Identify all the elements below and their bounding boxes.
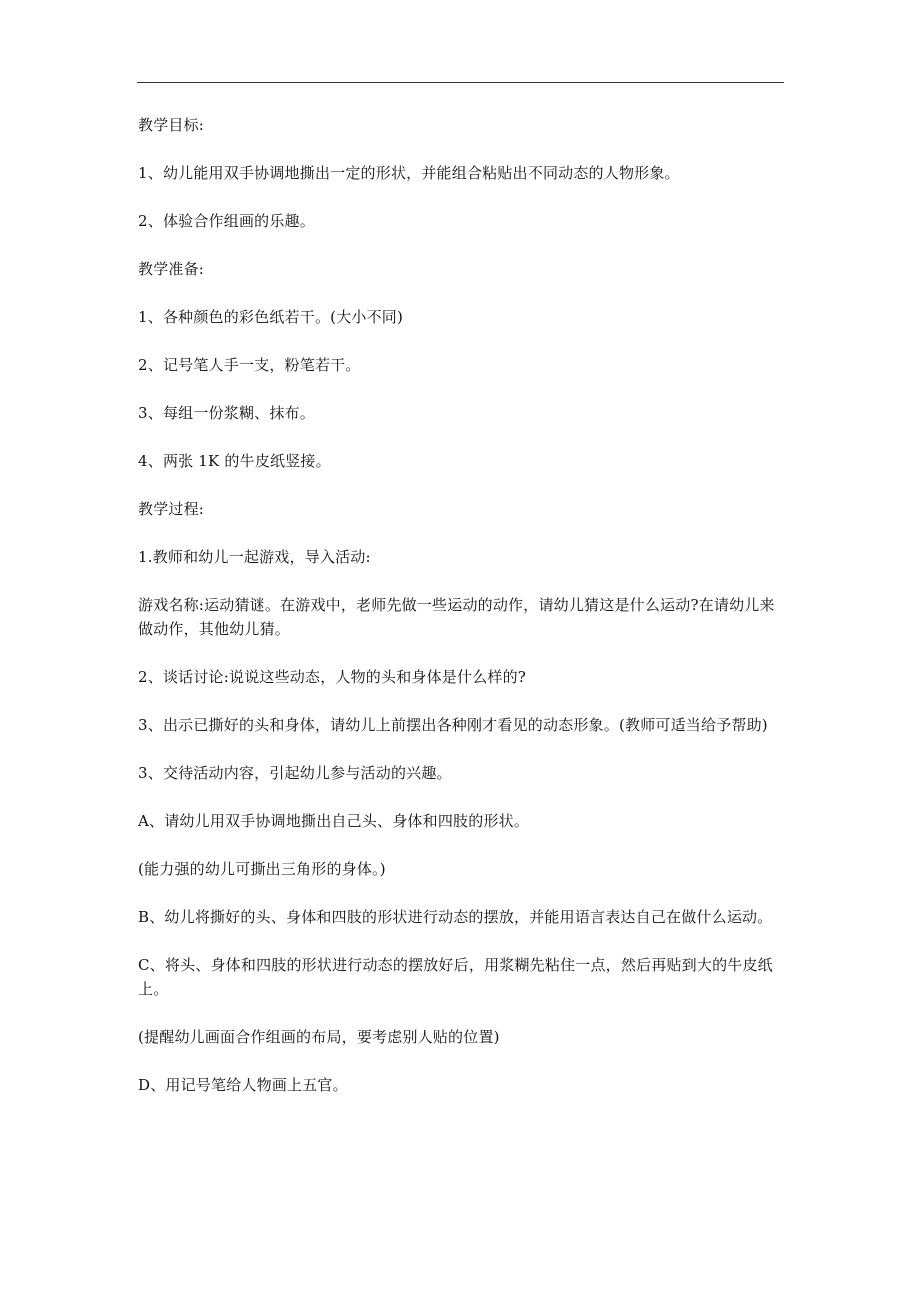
prep-item-4: 4、两张 1K 的牛皮纸竖接。: [138, 452, 331, 470]
process-substep-c: C、将头、身体和四肢的形状进行动态的摆放好后，用浆糊先粘住一点，然后再贴到大的牛皮纸上。: [138, 956, 773, 998]
prep-item-1: 1、各种颜色的彩色纸若干。(大小不同): [138, 308, 404, 326]
process-step-1: 1.教师和幼儿一起游戏，导入活动:: [138, 548, 371, 566]
process-note-c: (提醒幼儿画面合作组画的布局，要考虑别人贴的位置): [138, 1028, 500, 1046]
section-heading-goals: 教学目标:: [138, 116, 205, 134]
document-body: [138, 113, 784, 1121]
goal-item-1: 1、幼儿能用双手协调地撕出一定的形状，并能组合粘贴出不同动态的人物形象。: [138, 164, 680, 182]
prep-item-3: 3、每组一份浆糊、抹布。: [138, 404, 315, 422]
header-rule: [137, 82, 784, 83]
process-step-3a: 3、出示已撕好的头和身体，请幼儿上前摆出各种刚才看见的动态形象。(教师可适当给予帮助): [138, 716, 768, 734]
process-substep-a: A、请幼儿用双手协调地撕出自己头、身体和四肢的形状。: [138, 812, 530, 830]
prep-item-2: 2、记号笔人手一支，粉笔若干。: [138, 356, 361, 374]
process-note-a: (能力强的幼儿可撕出三角形的身体。): [138, 860, 386, 878]
section-heading-preparation: 教学准备:: [138, 260, 205, 278]
process-game-description: 游戏名称:运动猜谜。在游戏中，老师先做一些运动的动作，请幼儿猜这是什么运动?在请幼儿来做动作，其他幼儿猜。: [138, 596, 775, 638]
process-substep-b: B、幼儿将撕好的头、身体和四肢的形状进行动态的摆放，并能用语言表达自己在做什么运动。: [138, 908, 773, 926]
section-heading-process: 教学过程:: [138, 500, 205, 518]
process-substep-d: D、用记号笔给人物画上五官。: [138, 1076, 348, 1094]
process-step-3b: 3、交待活动内容，引起幼儿参与活动的兴趣。: [138, 764, 452, 782]
process-step-2: 2、谈话讨论:说说这些动态，人物的头和身体是什么样的?: [138, 668, 527, 686]
goal-item-2: 2、体验合作组画的乐趣。: [138, 212, 315, 230]
